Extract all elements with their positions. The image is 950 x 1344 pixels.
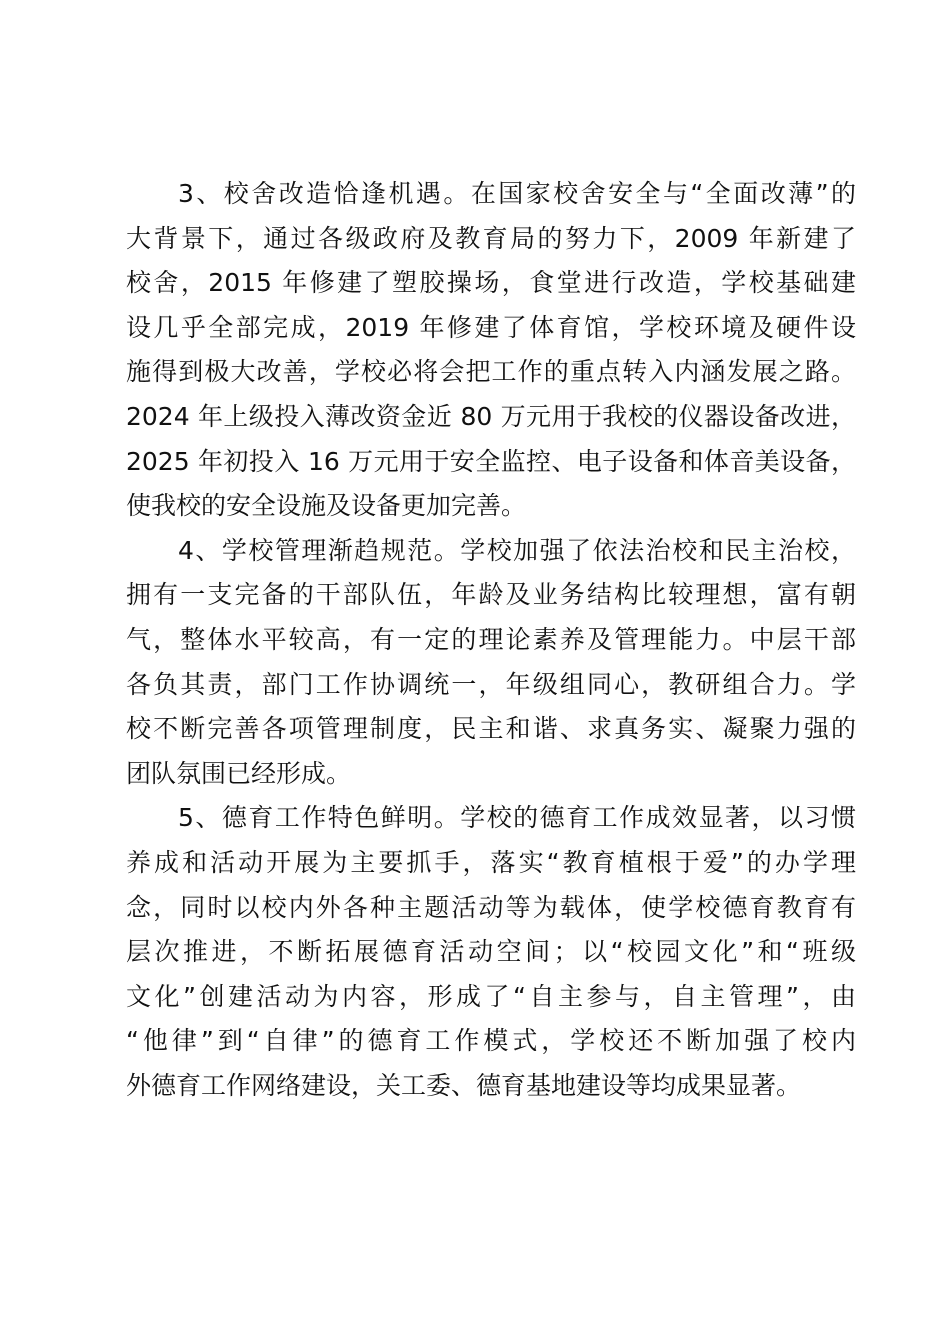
text-line: 使我校的安全设施及设备更加完善。	[126, 491, 527, 521]
text-line: 设几乎全部完成，2019 年修建了体育馆，学校环境及硬件设	[126, 312, 856, 342]
paragraph-school-renovation	[126, 172, 856, 529]
text-line: 各负其责，部门工作协调统一，年级组同心，教研组合力。学	[126, 669, 856, 699]
text-line: 气，整体水平较高，有一定的理论素养及管理能力。中层干部	[126, 624, 856, 654]
text-line: 大背景下，通过各级政府及教育局的努力下，2009 年新建了	[126, 223, 856, 253]
text-line: 团队氛围已经形成。	[126, 758, 352, 788]
text-line: 校不断完善各项管理制度，民主和谐、求真务实、凝聚力强的	[126, 714, 856, 744]
text-line: 文化”创建活动为内容，形成了“自主参与，自主管理”，由	[126, 981, 856, 1011]
text-line: 4、学校管理渐趋规范。学校加强了依法治校和民主治校，	[178, 535, 856, 565]
text-line: 2025 年初投入 16 万元用于安全监控、电子设备和体音美设备，	[126, 446, 856, 476]
text-line: 层次推进，不断拓展德育活动空间；以“校园文化”和“班级	[126, 937, 856, 967]
text-line: 3、校舍改造恰逢机遇。在国家校舍安全与“全面改薄”的	[178, 179, 856, 208]
text-line: 外德育工作网络建设，关工委、德育基地建设等均成果显著。	[126, 1070, 802, 1100]
text-line: 拥有一支完备的干部队伍，年龄及业务结构比较理想，富有朝	[126, 580, 856, 610]
text-line: 5、德育工作特色鲜明。学校的德育工作成效显著，以习惯	[178, 803, 856, 833]
text-line: 2024 年上级投入薄改资金近 80 万元用于我校的仪器设备改进，	[126, 401, 856, 431]
text-line: 校舍，2015 年修建了塑胶操场，食堂进行改造，学校基础建	[126, 268, 856, 298]
text-line: 念，同时以校内外各种主题活动等为载体，使学校德育教育有	[126, 892, 856, 922]
paragraph-school-management	[126, 529, 856, 797]
text-line: 施得到极大改善，学校必将会把工作的重点转入内涵发展之路。	[126, 357, 856, 387]
text-line: “他律”到“自律”的德育工作模式，学校还不断加强了校内	[126, 1026, 856, 1056]
document-body	[126, 172, 856, 1108]
paragraph-moral-education	[126, 796, 856, 1108]
text-line: 养成和活动开展为主要抓手，落实“教育植根于爱”的办学理	[126, 847, 856, 877]
